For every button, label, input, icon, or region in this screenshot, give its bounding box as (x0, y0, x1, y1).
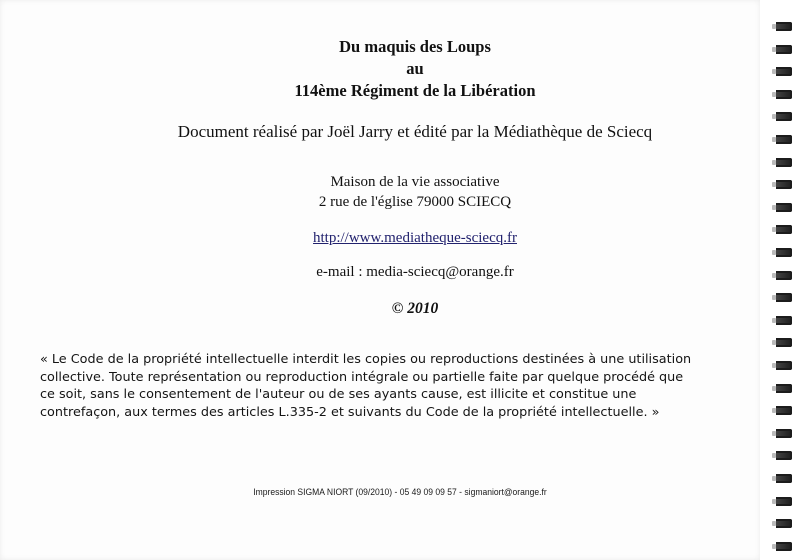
binding-hole (772, 227, 776, 232)
binding-loop (776, 406, 792, 415)
binding-loop (776, 112, 792, 121)
website-line (0, 230, 800, 247)
binding-hole (772, 69, 776, 74)
address-line-1: Maison de la vie associative (330, 174, 500, 190)
address-block (0, 172, 800, 212)
binding-loop (776, 542, 792, 551)
binding-hole (772, 363, 776, 368)
binding-hole (772, 318, 776, 323)
legal-line: ce soit, sans le consentement de l'auteur ou de ses ayants cause, est illicite et constitue une (40, 387, 637, 403)
binding-loop (776, 361, 792, 370)
printer-footer: Impression SIGMA NIORT (09/2010) - 05 49 09 09 57 - sigmaniort@orange.fr (253, 487, 547, 498)
binding-loop (776, 180, 792, 189)
binding-hole (772, 340, 776, 345)
binding-hole (772, 295, 776, 300)
document-title (0, 36, 800, 102)
binding-hole (772, 160, 776, 165)
binding-hole (772, 453, 776, 458)
binding-loop (776, 384, 792, 393)
binding-loop (776, 248, 792, 257)
binding-hole (772, 386, 776, 391)
binding-loop (776, 497, 792, 506)
legal-line: « Le Code de la propriété intellectuelle interdit les copies ou reproductions destinées à une utilisation (40, 352, 692, 367)
legal-notice (40, 351, 740, 421)
binding-loop (776, 271, 792, 280)
binding-hole (772, 431, 776, 436)
binding-hole (772, 521, 776, 526)
binding-hole (772, 408, 776, 413)
address-line-2: 2 rue de l'église 79000 SCIECQ (318, 194, 512, 210)
legal-line: collective. Toute représentation ou reproduction intégrale ou partielle faite par quelque procédé que (40, 369, 684, 385)
author-publisher-line: Document réalisé par Joël Jarry et édité par la Médiathèque de Sciecq (177, 122, 653, 141)
spiral-binding (760, 0, 800, 560)
binding-loop (776, 45, 792, 54)
binding-loop (776, 474, 792, 483)
binding-hole (772, 24, 776, 29)
legal-line: contrefaçon, aux termes des articles L.335-2 et suivants du Code de la propriété intellectuelle. » (40, 404, 660, 420)
binding-loop (776, 135, 792, 144)
email-line: e-mail : media-sciecq@orange.fr (316, 264, 514, 280)
binding-loop (776, 338, 792, 347)
binding-hole (772, 205, 776, 210)
binding-hole (772, 114, 776, 119)
binding-hole (772, 544, 776, 549)
copyright-notice: © 2010 (391, 300, 439, 317)
website-link[interactable]: http://www.mediatheque-sciecq.fr (313, 230, 517, 246)
binding-loop (776, 451, 792, 460)
binding-hole (772, 476, 776, 481)
binding-loop (776, 225, 792, 234)
binding-hole (772, 182, 776, 187)
binding-hole (772, 499, 776, 504)
binding-loop (776, 90, 792, 99)
binding-loop (776, 22, 792, 31)
binding-loop (776, 316, 792, 325)
binding-loop (776, 67, 792, 76)
binding-loop (776, 293, 792, 302)
binding-hole (772, 92, 776, 97)
binding-hole (772, 250, 776, 255)
binding-hole (772, 137, 776, 142)
binding-hole (772, 47, 776, 52)
title-line-3: 114ème Régiment de la Libération (294, 81, 536, 100)
title-line-1: Du maquis des Loups (339, 37, 491, 56)
binding-loop (776, 519, 792, 528)
binding-loop (776, 203, 792, 212)
title-line-2: au (406, 59, 424, 78)
binding-loop (776, 429, 792, 438)
binding-hole (772, 273, 776, 278)
binding-loop (776, 158, 792, 167)
